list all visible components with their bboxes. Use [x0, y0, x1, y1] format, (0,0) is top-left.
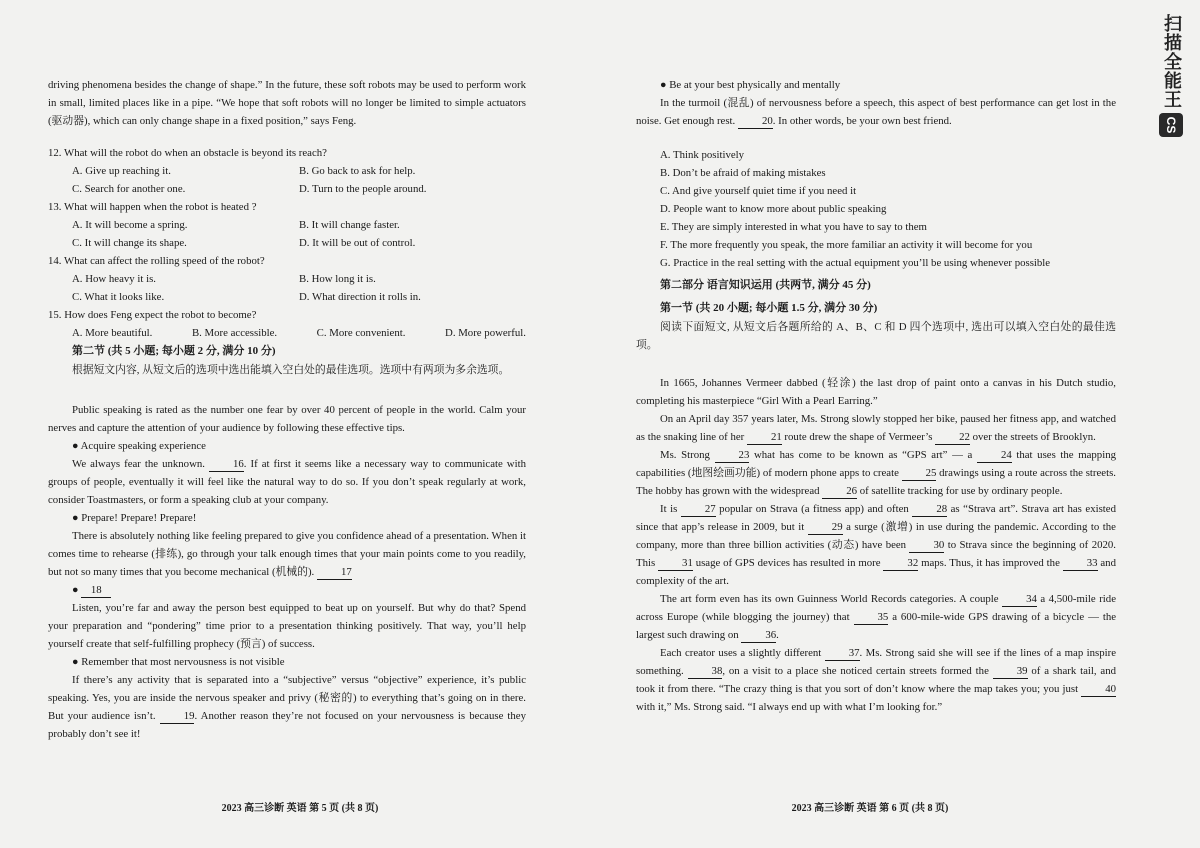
option-c[interactable]: C. What it looks like.: [72, 291, 165, 303]
watermark-label: 扫描全能王: [1161, 14, 1182, 109]
blank-32[interactable]: 32: [883, 557, 918, 571]
section-heading: 第一节 (共 20 小题; 每小题 1.5 分, 满分 30 分): [660, 302, 878, 314]
cloze-text: to Strava since the beginning of 2020. This: [636, 539, 1116, 569]
cloze-text: maps. Thus, it has improved the: [918, 557, 1063, 569]
option-a[interactable]: A. Give up reaching it.: [72, 165, 171, 177]
cloze-text: over the streets of Brooklyn.: [969, 431, 1096, 443]
option-b[interactable]: B. Go back to ask for help.: [299, 165, 416, 177]
blank-26[interactable]: 26: [822, 485, 857, 499]
cs-logo-icon: CS: [1159, 113, 1183, 137]
cloze-text: usage of GPS devices has resulted in more: [692, 557, 884, 569]
tip-heading: ● Prepare! Prepare! Prepare!: [72, 512, 197, 524]
cloze-text: what has come to be known as “GPS art” — a: [749, 449, 977, 461]
choice-d[interactable]: D. People want to know more about public speaking: [660, 203, 887, 215]
tip-heading: ● Remember that most nervousness is not visible: [72, 656, 285, 668]
blank-21[interactable]: 21: [747, 431, 782, 445]
question-12: [48, 144, 526, 198]
choice-c[interactable]: C. And give yourself quiet time if you need it: [660, 185, 857, 197]
option-d[interactable]: D. More powerful.: [445, 327, 526, 339]
option-c[interactable]: C. Search for another one.: [72, 183, 186, 195]
cloze-text: of satellite tracking for use by ordinary people.: [857, 485, 1063, 497]
choice-f[interactable]: F. The more frequently you speak, the more familiar an activity it will become for you: [660, 239, 1033, 251]
blank-38[interactable]: 38: [688, 665, 723, 679]
cloze-text: . Ms. Strong said she will see if the lines of a map inspire something.: [636, 647, 1116, 677]
cloze-text: route drew the shape of Vermeer’s: [781, 431, 936, 443]
blank-20[interactable]: 20: [738, 115, 773, 129]
passage-ending: driving phenomena besides the change of shape.” In the future, these soft robots may be used to perform work in small, limited places like in a pipe. “We hope that soft robots will no longer be limited to simple actuators (驱动器), which can only change shape in a fixed position,” says Feng.: [48, 79, 526, 127]
blank-34[interactable]: 34: [1002, 593, 1037, 607]
cloze-text: , on a visit to a place she noticed certain streets formed the: [722, 665, 993, 677]
passage-paragraph: There is absolutely nothing like feeling prepared to give you confidence ahead of a presentation. When it comes time to rehearse (排练), go through your talk enough times that your main points come to you readily, but not so many times that you become mechanical (机械的). 17: [48, 530, 526, 578]
option-a[interactable]: A. It will become a spring.: [72, 219, 188, 231]
blank-27[interactable]: 27: [681, 503, 716, 517]
option-list: [48, 324, 526, 342]
choice-list: [636, 146, 1116, 272]
cloze-text: a surge (激增) in use during the pandemic. According to the company, more than three billion activities (动态) have been: [636, 521, 1116, 551]
blank-35[interactable]: 35: [854, 611, 889, 625]
option-list: [48, 216, 526, 252]
cloze-text: popular on Strava (a fitness app) and often: [715, 503, 913, 515]
question-15: [48, 306, 526, 342]
section-instructions: 根据短文内容, 从短文后的选项中选出能填入空白处的最佳选项。选项中有两项为多余选项。: [72, 364, 510, 376]
choice-e[interactable]: E. They are simply interested in what you have to say to them: [660, 221, 927, 233]
cloze-paragraph: [636, 446, 1116, 500]
blank-39[interactable]: 39: [993, 665, 1028, 679]
passage-paragraph: Listen, you’re far and away the person best equipped to beat up on yourself. But why do that? Spend your preparation and “pondering” time prior to a presentation thinking positively. That way, you’ll help yourself create that self-fulfilling prophecy (预言) of success.: [48, 602, 526, 650]
cloze-text: Ms. Strong: [660, 449, 715, 461]
passage-paragraph: Public speaking is rated as the number one fear by over 40 percent of people in the world. Calm your nerves and capture the attention of your audience by following these effective tips.: [48, 404, 526, 434]
blank-30[interactable]: 30: [909, 539, 944, 553]
page-footer: 2023 高三诊断 英语 第 5 页 (共 8 页): [221, 803, 379, 814]
cloze-text: Each creator uses a slightly different: [660, 647, 825, 659]
blank-37[interactable]: 37: [825, 647, 860, 661]
option-d[interactable]: D. Turn to the people around.: [299, 183, 427, 195]
page-footer: 2023 高三诊断 英语 第 6 页 (共 8 页): [791, 803, 949, 814]
cloze-text: .: [776, 629, 779, 641]
passage-paragraph: In the turmoil (混乱) of nervousness before a speech, this aspect of best performance can get lost in the noise. Get enough rest. 20. In other words, be your own best friend.: [636, 97, 1116, 127]
cloze-text: a 4,500-mile ride across Europe (while blogging the journey) that: [636, 593, 1116, 623]
page-6: [600, 0, 1140, 848]
cloze-text: as “Strava art”. Strava art has existed since that app’s release in 2009, but it: [636, 503, 1116, 533]
question-stem: 12. What will the robot do when an obstacle is beyond its reach?: [48, 147, 327, 159]
question-stem: 13. What will happen when the robot is heated ?: [48, 201, 257, 213]
blank-28[interactable]: 28: [912, 503, 947, 517]
blank-19[interactable]: 19: [160, 710, 195, 724]
cloze-text: It is: [660, 503, 681, 515]
cloze-paragraph: [636, 500, 1116, 590]
blank-40[interactable]: 40: [1081, 683, 1116, 697]
option-list: [48, 270, 526, 306]
passage-paragraph: We always fear the unknown. 16. If at first it seems like a necessary way to communicate with groups of people, eventually it will feel like the natural way to do so. If you don’t speak regularly at work, consider Toastmasters, or form a speaking club at your company.: [48, 458, 527, 506]
question-stem: 15. How does Feng expect the robot to become?: [48, 309, 257, 321]
cloze-text: a 600-mile-wide GPS drawing of a bicycle — the largest such drawing on: [636, 611, 1117, 641]
blank-18[interactable]: 18: [81, 584, 111, 598]
blank-16[interactable]: 16: [209, 458, 244, 472]
blank-33[interactable]: 33: [1063, 557, 1098, 571]
option-a[interactable]: A. More beautiful.: [72, 327, 153, 339]
cloze-text: On an April day 357 years later, Ms. Strong slowly stopped her bike, paused her fitness app, and watched as the snaking line of her: [636, 413, 1116, 443]
cloze-text: that uses the mapping capabilities (地图绘画功能) of modern phone apps to create: [636, 449, 1116, 479]
choice-b[interactable]: B. Don’t be afraid of making mistakes: [660, 167, 826, 179]
cloze-text: of a shark tail, and took it from there. “The crazy thing is that you sort of don’t know where the map takes you; you just: [636, 665, 1117, 695]
blank-23[interactable]: 23: [715, 449, 750, 463]
option-a[interactable]: A. How heavy it is.: [72, 273, 156, 285]
option-c[interactable]: C. More convenient.: [316, 327, 406, 339]
option-b[interactable]: B. It will change faster.: [299, 219, 400, 231]
cloze-paragraph: [636, 644, 1116, 716]
option-c[interactable]: C. It will change its shape.: [72, 237, 187, 249]
tip-heading: ● Be at your best physically and mentally: [660, 79, 841, 91]
cloze-paragraph: [636, 410, 1116, 446]
choice-a[interactable]: A. Think positively: [660, 149, 745, 161]
passage-paragraph: If there’s any activity that is separated into a “subjective” versus “objective” experience, it’s public speaking. Yes, you are inside the nervous speaker and privy (秘密的) to everything that’s going on in there. But your audience isn’t. 19. Another reason they’re not focused on your nervousness is because they probably don’t see it!: [48, 674, 527, 740]
blank-31[interactable]: 31: [658, 557, 693, 571]
option-b[interactable]: B. More accessible.: [191, 327, 278, 339]
blank-25[interactable]: 25: [902, 467, 937, 481]
section-instructions: 阅读下面短文, 从短文后各题所给的 A、B、C 和 D 四个选项中, 选出可以填入空白处的最佳选项。: [636, 321, 1116, 351]
blank-17[interactable]: 17: [317, 566, 352, 580]
blank-22[interactable]: 22: [935, 431, 970, 445]
option-d[interactable]: D. It will be out of control.: [299, 237, 416, 249]
cloze-paragraph: In 1665, Johannes Vermeer dabbed (轻涂) the last drop of paint onto a canvas in his Dutch studio, completing his masterpiece “Girl With a Pearl Earring.”: [636, 377, 1116, 407]
cloze-text: drawings using a route across the streets. The hobby has grown with the widespread: [636, 467, 1116, 497]
question-13: [48, 198, 526, 252]
question-stem: 14. What can affect the rolling speed of the robot?: [48, 255, 265, 267]
option-b[interactable]: B. How long it is.: [299, 273, 376, 285]
cloze-text: and complexity of the art.: [636, 557, 1116, 587]
blank-24[interactable]: 24: [977, 449, 1012, 463]
option-d[interactable]: D. What direction it rolls in.: [299, 291, 421, 303]
section-heading: 第二节 (共 5 小题; 每小题 2 分, 满分 10 分): [72, 345, 276, 357]
scanner-watermark: [1156, 14, 1186, 137]
choice-g[interactable]: G. Practice in the real setting with the actual equipment you’ll be using whenever possible: [660, 257, 1051, 269]
question-14: [48, 252, 526, 306]
tip-heading: ● 18: [48, 581, 526, 599]
blank-29[interactable]: 29: [808, 521, 843, 535]
option-list: [48, 162, 526, 198]
cloze-text: The art form even has its own Guinness World Records categories. A couple: [660, 593, 1003, 605]
tip-heading: ● Acquire speaking experience: [72, 440, 206, 452]
blank-36[interactable]: 36: [741, 629, 776, 643]
cloze-text: with it,” Ms. Strong said. “I always end up with what I’m looking for.”: [636, 701, 943, 713]
cloze-paragraph: [636, 590, 1116, 644]
part-heading: 第二部分 语言知识运用 (共两节, 满分 45 分): [660, 279, 871, 291]
